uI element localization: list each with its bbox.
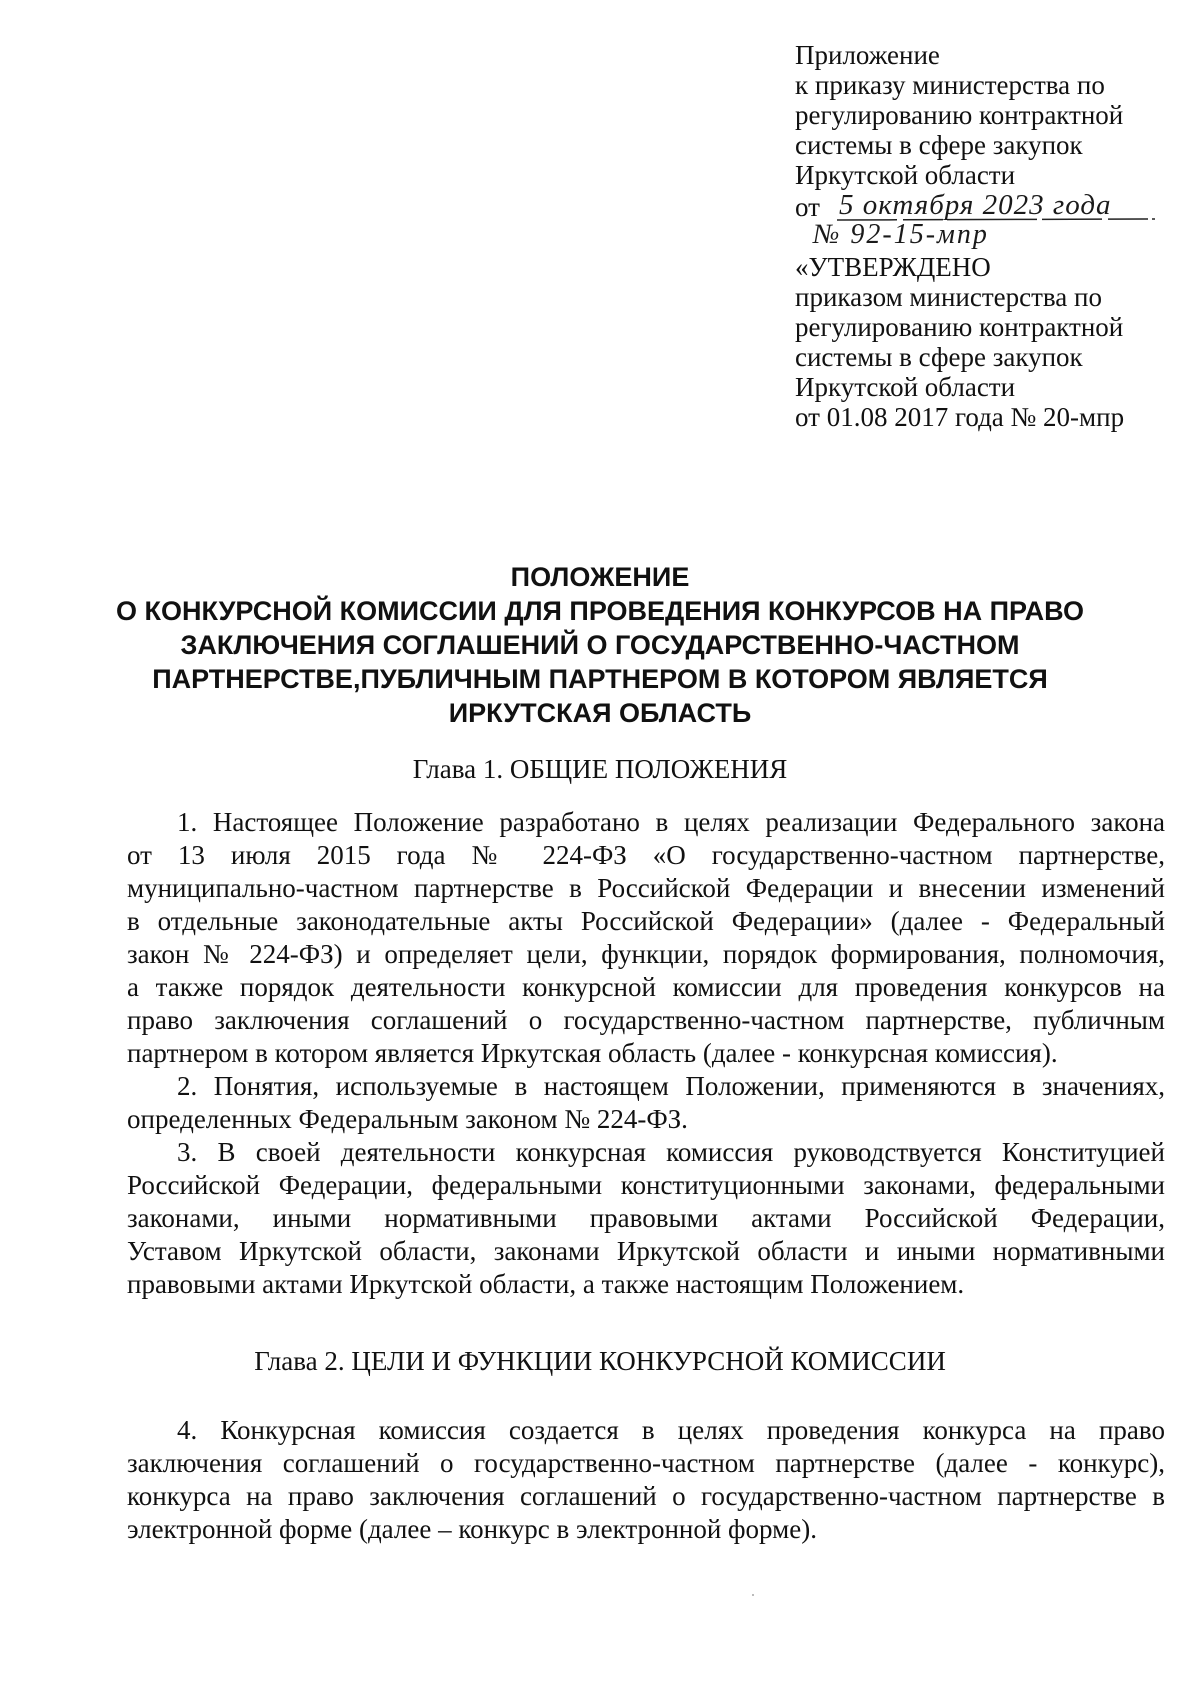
approved-line: приказом министерства по [795,282,1102,312]
from-prefix: от [795,192,820,222]
appendix-line: к приказу министерства по [795,70,1105,100]
paragraph-2 [127,1070,1165,1136]
appendix-line: регулированию контрактной [795,100,1124,130]
chapter-heading: Глава 2. ЦЕЛИ И ФУНКЦИИ КОНКУРСНОЙ КОМИССИИ [254,1346,946,1376]
approved-line: от 01.08 2017 года № 20-мпр [795,402,1125,432]
paragraph-line: 3. В своей деятельности конкурсная комиссия руководствуется Конституцией [177,1137,1165,1167]
paragraph-line: закон № 224-ФЗ) и определяет цели, функции, порядок формирования, полномочия, [127,939,1165,969]
title-line: ИРКУТСКАЯ ОБЛАСТЬ [448,698,752,728]
appendix-line: Приложение [795,40,940,70]
handwritten-date-block [795,190,1175,252]
paragraph-line: заключения соглашений о государственно-частном партнерстве (далее - конкурс), [127,1448,1165,1478]
paragraph-line: право заключения соглашений о государственно-частном партнерстве, публичным [127,1005,1165,1035]
title-line: О КОНКУРСНОЙ КОМИССИИ ДЛЯ ПРОВЕДЕНИЯ КОНКУРСОВ НА ПРАВО [115,596,1085,626]
paragraph-line: 2. Понятия, используемые в настоящем Положении, применяются в значениях, [177,1071,1165,1101]
paragraph-line: правовыми актами Иркутской области, а также настоящим Положением. [127,1269,965,1299]
approved-line: «УТВЕРЖДЕНО [795,252,991,282]
appendix-line: системы в сфере закупок [795,130,1083,160]
paragraph-line: Уставом Иркутской области, законами Иркутской области и иными нормативными [127,1236,1165,1266]
paragraph-line: 1. Настоящее Положение разработано в целях реализации Федерального закона [177,807,1165,837]
approved-line: Иркутской области [795,372,1016,402]
paragraph-line: законами, иными нормативными правовыми актами Российской Федерации, [127,1203,1165,1233]
title-line: ПОЛОЖЕНИЕ [510,562,690,592]
handwritten-date: 5 октября 2023 года [839,189,1112,221]
paragraph-3 [127,1136,1165,1301]
paragraph-line: муниципально-частном партнерстве в Российской Федерации и внесении изменений [127,873,1165,903]
paragraph-line: партнером в котором является Иркутская область (далее - конкурсная комиссия). [127,1038,1058,1068]
paragraph-line: 4. Конкурсная комиссия создается в целях проведения конкурса на право [177,1415,1165,1445]
paragraph-line: Российской Федерации, федеральными конституционными законами, федеральными [127,1170,1165,1200]
title-line: ПАРТНЕРСТВЕ,ПУБЛИЧНЫМ ПАРТНЕРОМ В КОТОРОМ ЯВЛЯЕТСЯ [152,664,1048,694]
handwritten-number: № 92-15-мпр [813,219,989,250]
paragraph-line: определенных Федеральным законом № 224-ФЗ. [127,1104,688,1134]
paragraph-line: конкурса на право заключения соглашений о государственно-частном партнерстве в [127,1481,1165,1511]
paragraph-line: а также порядок деятельности конкурсной комиссии для проведения конкурсов на [127,972,1165,1002]
chapter-heading: Глава 1. ОБЩИЕ ПОЛОЖЕНИЯ [412,754,788,784]
paragraph-1 [127,806,1165,1070]
paragraph-line: в отдельные законодательные акты Российской Федерации» (далее - Федеральный [127,906,1165,936]
paragraph-line: электронной форме (далее – конкурс в электронной форме). [127,1514,817,1544]
appendix-line: Иркутской области [795,160,1016,190]
paragraph-4 [127,1414,1165,1546]
approved-line: регулированию контрактной [795,312,1124,342]
scan-speck [752,1594,754,1596]
appendix-block [795,40,1175,432]
paragraph-line: от 13 июля 2015 года № 224-ФЗ «О государственно-частном партнерстве, [127,840,1165,870]
document-title [60,560,1140,730]
approved-line: системы в сфере закупок [795,342,1083,372]
title-line: ЗАКЛЮЧЕНИЯ СОГЛАШЕНИЙ О ГОСУДАРСТВЕННО-ЧАСТНОМ [180,630,1020,660]
